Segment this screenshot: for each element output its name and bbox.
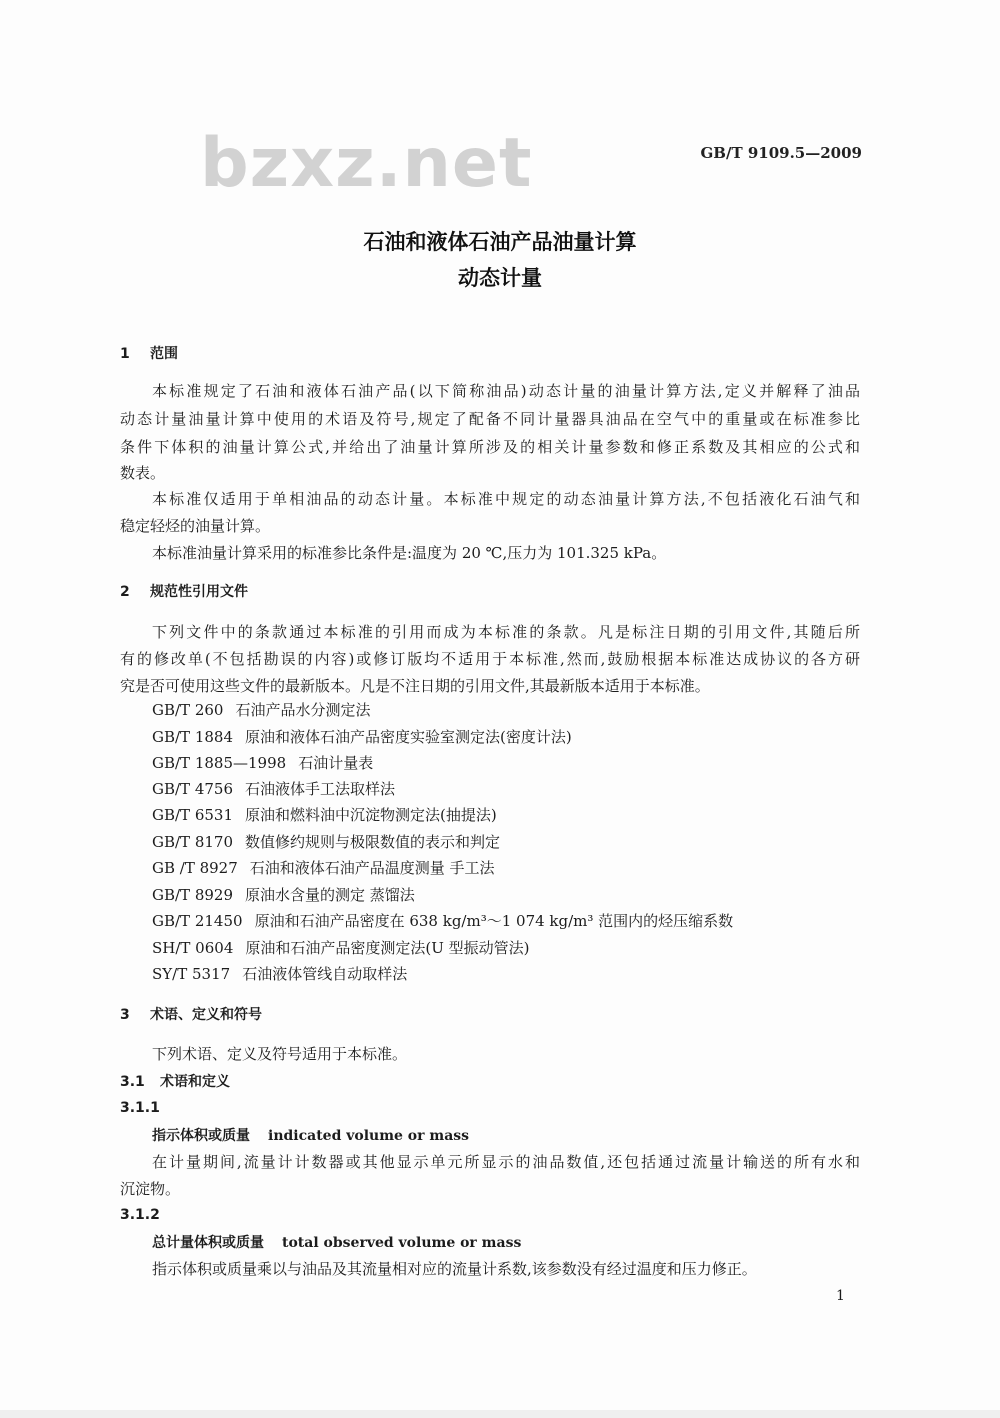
- reference-item: [152, 730, 572, 745]
- watermark: bzxz.net: [200, 124, 533, 203]
- reference-code: GB/T 4756: [152, 780, 234, 798]
- reference-code: GB/T 21450: [152, 912, 243, 930]
- page-number: 1: [836, 1288, 845, 1304]
- reference-code: GB/T 1884: [152, 728, 234, 746]
- section-title: 范围: [150, 346, 178, 362]
- standard-code: GB/T 9109.5—2009: [700, 144, 862, 162]
- subsection-number: 3.1: [120, 1074, 145, 1090]
- reference-title: 原油和石油产品密度在 638 kg/m³～1 074 kg/m³ 范围内的烃压缩系数: [254, 912, 734, 930]
- reference-item: [152, 941, 529, 956]
- reference-item: [152, 888, 415, 903]
- reference-item: [152, 703, 370, 718]
- reference-title: 原油和燃料油中沉淀物测定法(抽提法): [245, 806, 497, 824]
- paragraph-line: 本标准规定了石油和液体石油产品(以下简称油品)动态计量的油量计算方法,定义并解释了油品: [152, 382, 860, 400]
- subsection-heading: [120, 1074, 230, 1089]
- paragraph-line: 本标准仅适用于单相油品的动态计量。本标准中规定的动态油量计算方法,不包括液化石油气和: [152, 490, 860, 508]
- paragraph-line: 稳定轻烃的油量计算。: [120, 517, 271, 535]
- term-english: indicated volume or mass: [268, 1128, 470, 1144]
- reference-code: GB/T 1885—1998: [152, 754, 287, 772]
- reference-item: [152, 756, 373, 771]
- reference-title: 原油和石油产品密度测定法(U 型振动管法): [245, 939, 530, 957]
- paragraph-line: 究是否可使用这些文件的最新版本。凡是不注日期的引用文件,其最新版本适用于本标准。: [120, 677, 710, 695]
- term-english: total observed volume or mass: [282, 1235, 522, 1251]
- paragraph-line: 本标准油量计算采用的标准参比条件是:温度为 20 ℃,压力为 101.325 kPa。: [152, 544, 667, 562]
- document-title-line1: 石油和液体石油产品油量计算: [363, 230, 637, 254]
- term-number: 3.1.2: [120, 1207, 160, 1223]
- term-heading: [152, 1128, 469, 1143]
- reference-title: 石油液体管线自动取样法: [242, 965, 408, 983]
- section-title: 术语、定义和符号: [150, 1007, 262, 1023]
- reference-item: [152, 835, 500, 850]
- reference-item: [152, 782, 395, 797]
- reference-item: [152, 914, 733, 929]
- section-number: 3: [120, 1007, 130, 1023]
- scan-edge: [0, 1410, 1000, 1418]
- reference-title: 原油和液体石油产品密度实验室测定法(密度计法): [245, 728, 572, 746]
- paragraph-line: 下列术语、定义及符号适用于本标准。: [152, 1045, 408, 1063]
- reference-title: 石油液体手工法取样法: [245, 780, 396, 798]
- reference-code: GB /T 8927: [152, 859, 238, 877]
- reference-item: [152, 808, 497, 823]
- reference-code: GB/T 6531: [152, 806, 234, 824]
- term-chinese: 总计量体积或质量: [152, 1235, 264, 1251]
- reference-title: 数值修约规则与极限数值的表示和判定: [245, 833, 501, 851]
- reference-code: SY/T 5317: [152, 965, 231, 983]
- term-definition: 沉淀物。: [120, 1180, 181, 1198]
- term-number: 3.1.1: [120, 1100, 160, 1116]
- paragraph-line: 下列文件中的条款通过本标准的引用而成为本标准的条款。凡是标注日期的引用文件,其随后所: [152, 623, 860, 641]
- reference-title: 原油水含量的测定 蒸馏法: [245, 886, 415, 904]
- reference-title: 石油产品水分测定法: [235, 701, 371, 719]
- reference-code: GB/T 8170: [152, 833, 234, 851]
- reference-code: GB/T 8929: [152, 886, 234, 904]
- section-number: 1: [120, 346, 130, 362]
- term-definition: 在计量期间,流量计计数器或其他显示单元所显示的油品数值,还包括通过流量计输送的所有水和: [152, 1153, 860, 1171]
- reference-title: 石油和液体石油产品温度测量 手工法: [249, 859, 495, 877]
- section-2-heading: [120, 584, 248, 599]
- subsection-title: 术语和定义: [160, 1074, 230, 1090]
- reference-title: 石油计量表: [298, 754, 374, 772]
- term-definition: 指示体积或质量乘以与油品及其流量相对应的流量计系数,该参数没有经过温度和压力修正。: [152, 1260, 757, 1278]
- term-chinese: 指示体积或质量: [152, 1128, 250, 1144]
- section-number: 2: [120, 584, 130, 600]
- paragraph-line: 数表。: [120, 464, 166, 482]
- paragraph-line: 有的修改单(不包括勘误的内容)或修订版均不适用于本标准,然而,鼓励根据本标准达成协议的各方研: [120, 650, 860, 668]
- section-title: 规范性引用文件: [150, 584, 248, 600]
- paragraph-line: 条件下体积的油量计算公式,并给出了油量计算所涉及的相关计量参数和修正系数及其相应的公式和: [120, 438, 860, 456]
- term-heading: [152, 1235, 521, 1250]
- reference-code: SH/T 0604: [152, 939, 234, 957]
- paragraph-line: 动态计量油量计算中使用的术语及符号,规定了配备不同计量器具油品在空气中的重量或在标准参比: [120, 410, 860, 428]
- document-title-line2: 动态计量: [458, 266, 542, 290]
- section-1-heading: [120, 346, 178, 361]
- reference-item: [152, 861, 495, 876]
- reference-item: [152, 967, 407, 982]
- section-3-heading: [120, 1007, 262, 1022]
- reference-code: GB/T 260: [152, 701, 224, 719]
